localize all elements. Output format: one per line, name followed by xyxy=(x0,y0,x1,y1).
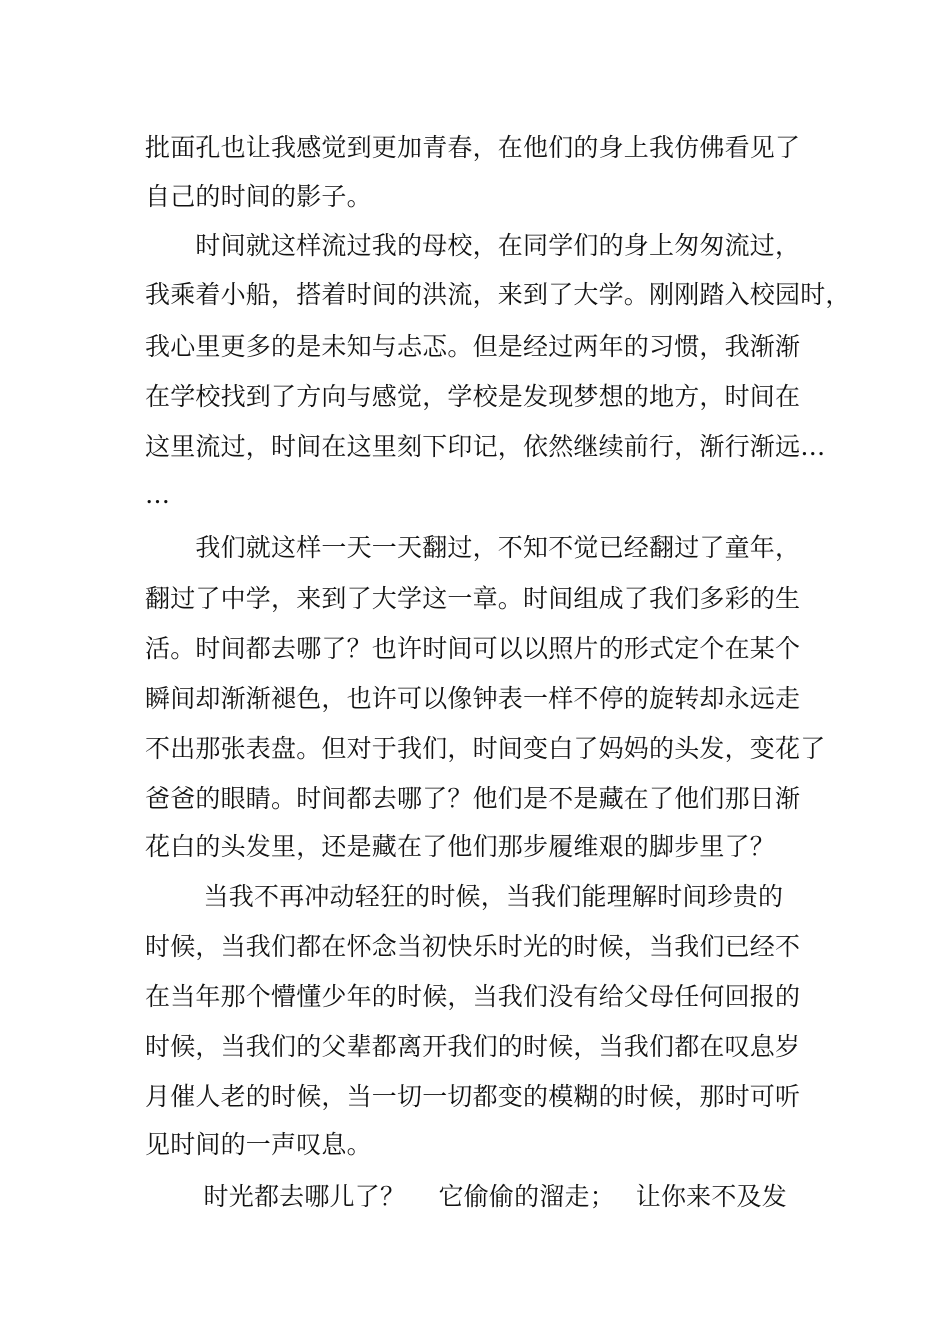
text-line: 瞬间却渐渐褪色，也许可以像钟表一样不停的旋转却永远走 xyxy=(145,684,801,713)
text-line: 时候，当我们的父辈都离开我们的时候，当我们都在叹息岁 xyxy=(145,1032,801,1061)
text-line: 翻过了中学，来到了大学这一章。时间组成了我们多彩的生 xyxy=(145,584,801,613)
text-line: 不出那张表盘。但对于我们，时间变白了妈妈的头发，变花了 xyxy=(145,734,826,763)
text-line: 批面孔也让我感觉到更加青春，在他们的身上我仿佛看见了 xyxy=(145,133,801,162)
text-line: 花白的头发里，还是藏在了他们那步履维艰的脚步里了？ xyxy=(145,832,776,861)
text-line: 时候，当我们都在怀念当初快乐时光的时候，当我们已经不 xyxy=(145,932,801,961)
text-line: 活。时间都去哪了？也许时间可以以照片的形式定个在某个 xyxy=(145,634,801,663)
text-line: 爸爸的眼睛。时间都去哪了？他们是不是藏在了他们那日渐 xyxy=(145,784,801,813)
text-line: … xyxy=(145,480,171,509)
text-line: 在当年那个懵懂少年的时候，当我们没有给父母任何回报的 xyxy=(145,982,801,1011)
text-line: 见时间的一声叹息。 xyxy=(145,1130,372,1159)
text-line: 当我不再冲动轻狂的时候，当我们能理解时间珍贵的 xyxy=(145,882,784,911)
text-line: 我心里更多的是未知与忐忑。但是经过两年的习惯，我渐渐 xyxy=(145,332,801,361)
text-line: 这里流过，时间在这里刻下印记，依然继续前行，渐行渐远… xyxy=(145,432,826,461)
text-line: 自己的时间的影子。 xyxy=(145,182,372,211)
text-line: 我们就这样一天一天翻过，不知不觉已经翻过了童年， xyxy=(145,533,801,562)
text-line: 月催人老的时候，当一切一切都变的模糊的时候，那时可听 xyxy=(145,1082,801,1111)
text-line: 在学校找到了方向与感觉，学校是发现梦想的地方，时间在 xyxy=(145,382,801,411)
text-line: 时光都去哪儿了？ 它偷偷的溜走； 让你来不及发 xyxy=(145,1182,787,1211)
text-line: 时间就这样流过我的母校，在同学们的身上匆匆流过， xyxy=(145,231,801,260)
text-line: 我乘着小船，搭着时间的洪流，来到了大学。刚刚踏入校园时， xyxy=(145,280,851,309)
